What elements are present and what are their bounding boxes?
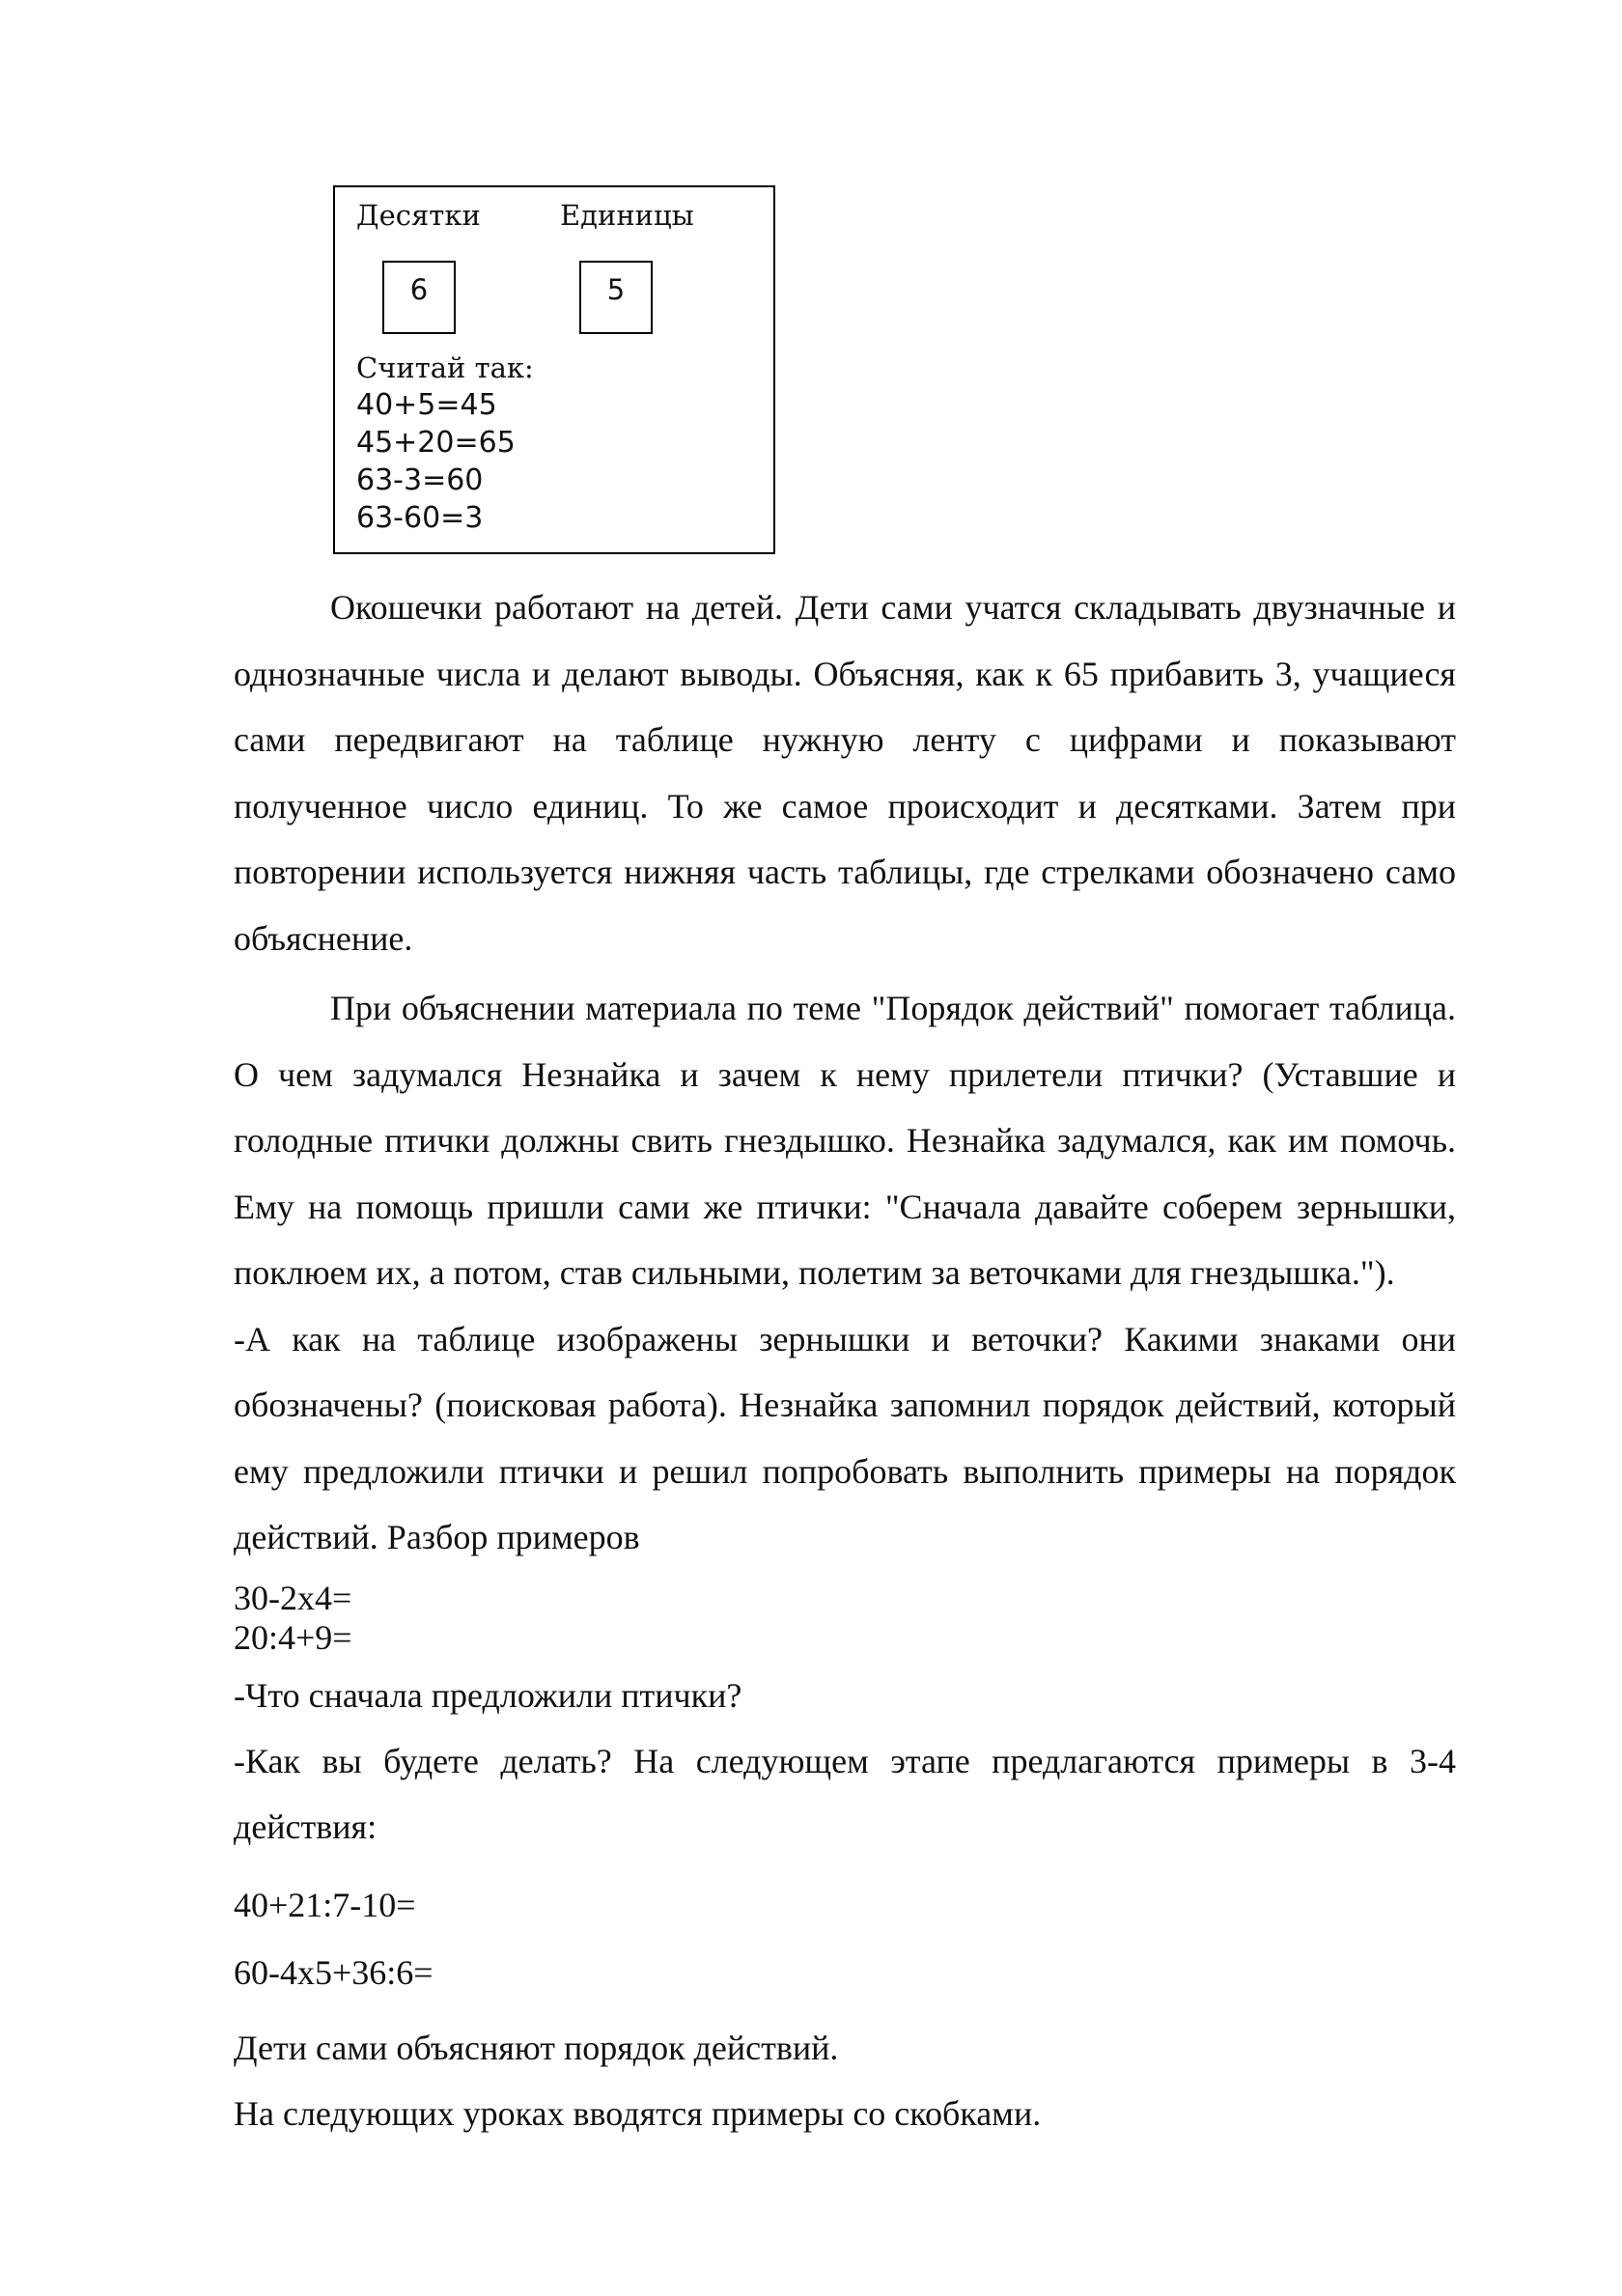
calc-line: 45+20=65	[356, 426, 516, 460]
tens-label: Десятки	[356, 199, 481, 232]
paragraph-search-work: -А как на таблице изображены зернышки и веточки? Какими знаками они обозначены? (поисковая работа). Незнайка запомнил порядок действий, который ему предложили птички и решил попробовать выполнить примеры на порядок действий. Разбор примеров	[234, 1319, 1456, 1556]
example-2: 20:4+9=	[234, 1617, 352, 1657]
calc-line: 40+5=45	[356, 388, 497, 422]
calc-line: 63-3=60	[356, 463, 484, 497]
document-body	[234, 574, 1456, 2146]
line-brackets: На следующих уроках вводятся примеры со скобками.	[234, 2093, 1042, 2133]
units-cell: 5	[579, 261, 653, 334]
calc-lines	[356, 386, 516, 537]
example-1: 30-2х4=	[234, 1578, 352, 1617]
units-label: Единицы	[560, 199, 694, 232]
paragraph-order-of-operations: При объяснении материала по теме "Порядок действий" помогает таблица. О чем задумался Незнайка и зачем к нему прилетели птички? (Уставшие и голодные птички должны свить гнездышко. Незнайка задумался, как им помочь. Ему на помощь пришли сами же птички: "Сначала давайте соберем зернышки, поклюем их, а потом, став сильными, полетим за веточками для гнездышка.").	[234, 989, 1456, 1292]
paragraph-windows: Окошечки работают на детей. Дети сами учатся складывать двузначные и однозначные числа и делают выводы. Объясняя, как к 65 прибавить 3, учащиеся сами передвигают на таблице нужную ленту с цифрами и показывают полученное число единиц. То же самое происходит и десятками. Затем при повторении используется нижняя часть таблицы, где стрелками обозначено само объяснение.	[234, 588, 1456, 958]
example-4: 60-4х5+36:6=	[234, 1952, 433, 1992]
paragraph-next-stage: -Как вы будете делать? На следующем этапе предлагаются примеры в 3-4 действия:	[234, 1741, 1456, 1846]
line-children-explain: Дети сами объясняют порядок действий.	[234, 2028, 839, 2067]
count-hint: Считай так:	[356, 351, 534, 384]
question-birds: -Что сначала предложили птички?	[234, 1675, 742, 1715]
example-3: 40+21:7-10=	[234, 1885, 416, 1924]
tens-cell: 6	[382, 261, 456, 334]
calc-line: 63-60=3	[356, 501, 484, 535]
tens-units-figure	[333, 185, 775, 554]
